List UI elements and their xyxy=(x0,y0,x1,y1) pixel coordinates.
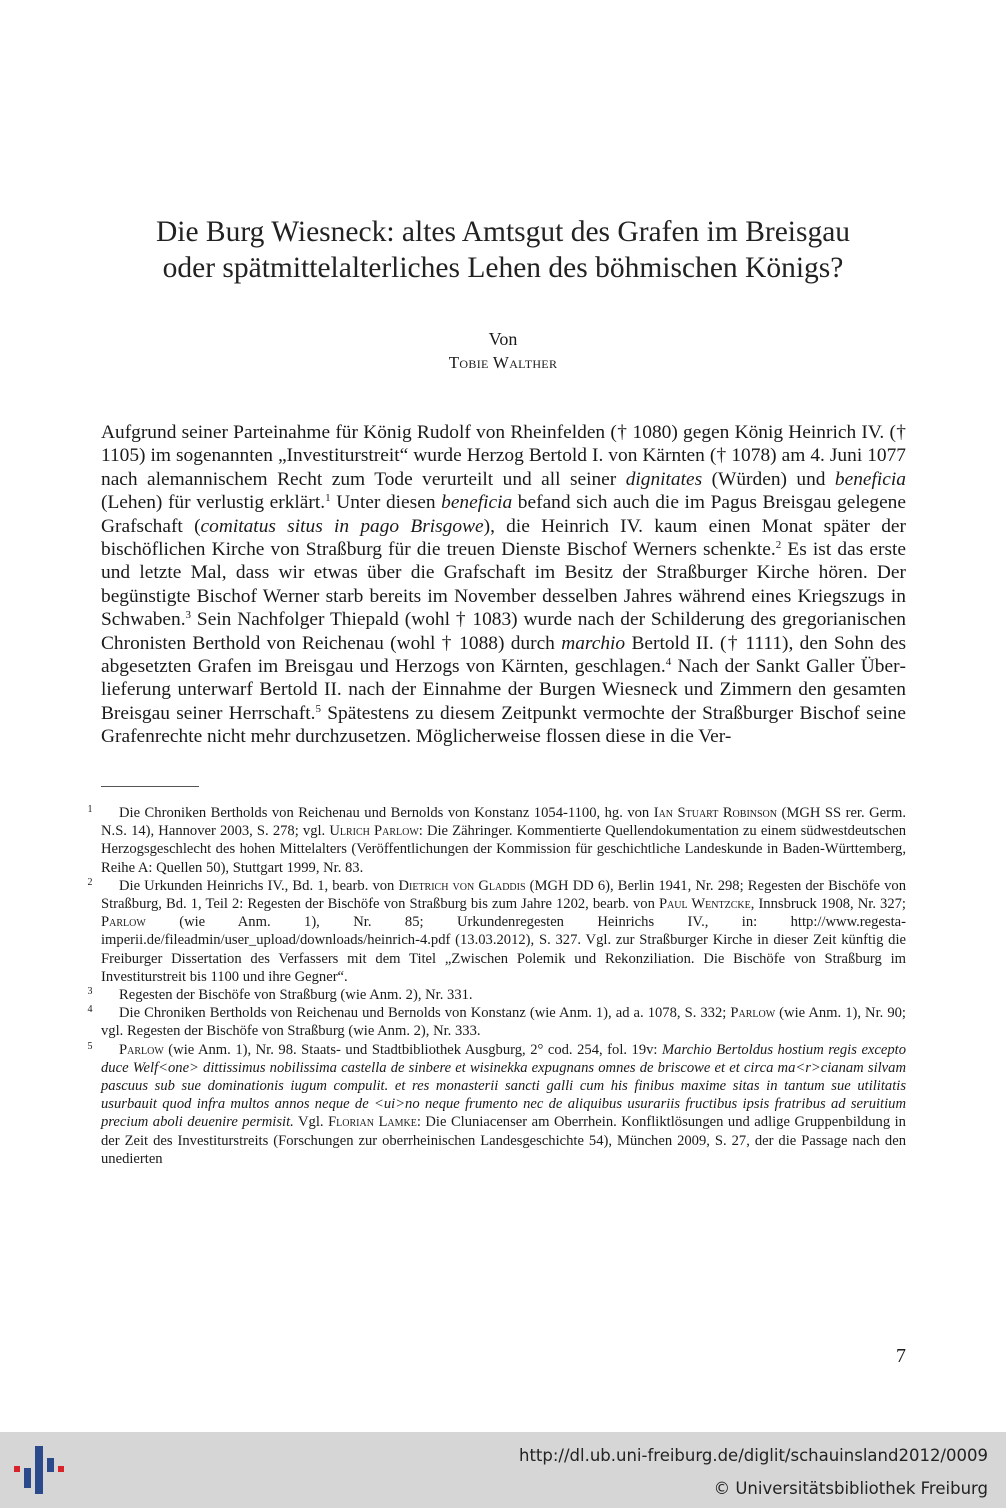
italic-run: comitatus situs in pago Brisgowe xyxy=(200,515,484,537)
footnote-number: 4 xyxy=(87,1004,93,1016)
italic-run: beneficia xyxy=(834,468,906,490)
footnote-3 xyxy=(87,986,906,1004)
footnote-ref-4[interactable]: 4 xyxy=(665,656,672,669)
text-run: Die Urkunden Heinrichs IV., Bd. 1, bearb. von xyxy=(119,877,399,894)
article-title xyxy=(60,214,946,286)
byline-von: Von xyxy=(488,329,518,349)
text-run: Vgl. xyxy=(293,1114,329,1131)
footnote-number: 1 xyxy=(87,804,93,815)
footnote-1 xyxy=(87,804,907,877)
body-paragraph xyxy=(101,421,906,749)
small-caps-run: Florian Lamke xyxy=(328,1114,417,1131)
footnote-number: 3 xyxy=(87,986,93,998)
footnote-number: 5 xyxy=(87,1040,93,1052)
footnote-4 xyxy=(87,1004,906,1040)
footnote-ref-5[interactable]: 5 xyxy=(315,702,321,715)
library-footer-bar xyxy=(0,1432,1006,1508)
text-run: Aufgrund seiner Parteinahme für König Rudolf von Rheinfelden († 1080) gegen König Heinrich IV. († 1105) im sogenannten „Investiturstreit“ wurde Herzog Bertold I. von Kärnten († 1078) am 4. Juni 1077 nach alemannischem Recht zum Tode verurteilt und all seiner xyxy=(101,422,906,490)
italic-run: dignitates xyxy=(625,468,703,490)
text-run: (wie Anm. 1), Nr. 90; vgl. Regesten der Bischöfe von Straßburg (wie Anm. 2), Nr. 333. xyxy=(101,1005,906,1040)
footnote-5 xyxy=(87,1040,906,1168)
body-text xyxy=(101,421,906,749)
document-url-link[interactable]: http://dl.ub.uni-freiburg.de/diglit/schauinsland2012/0009 xyxy=(518,1446,988,1465)
footnote-2 xyxy=(87,876,906,986)
italic-run: Marchio Bertoldus hostium regis excepto duce Welf<one> dittissimus nobilissima castella de sinbere et wisinekka expugnans omnes de briscowe et et circa ma<r>cianam silvam pascuus sub sue dominationis iugum compulit. et res monasterii sancti galli cum his finibus maxime sitas in tantum sue utilitatis usurbauit quod infra multos annos neque de <ui>no neque frumento nec de aliquibus usurariis fructibus ipsis fratribus ad seruitium precium aboli deuenire permisit. xyxy=(101,1041,906,1131)
text-run: (Lehen) für verlustig erklärt. xyxy=(101,492,326,514)
text-run: Es ist das erste und letzte Mal, dass wir etwas über die Grafschaft im Besitz der Straßburger Kirche hören. Der begünstigte Bischof Werner starb bereits im November desselben Jahres während eines Kriegszugs in Schwaben. xyxy=(101,539,906,631)
copyright-notice: © Universitätsbibliothek Freiburg xyxy=(713,1479,988,1498)
footnotes xyxy=(87,804,907,1168)
text-run: (wie Anm. 1), Nr. 98. Staats- und Stadtbibliothek Ausgburg, 2° cod. 254, fol. 19v: xyxy=(163,1041,663,1058)
text-run: Nach der Sankt Galler Überlieferung unterwarf Bertold II. nach der Einnahme der Burgen Wiesneck und Zimmern den gesamten Breisgau seiner Herrschaft. xyxy=(101,656,906,724)
small-caps-run: Paul Wentzcke xyxy=(658,896,751,913)
author-name: Tobie Walther xyxy=(448,353,558,372)
small-caps-run: Parlow xyxy=(730,1005,776,1022)
footnote-separator xyxy=(101,786,199,787)
text-run: : Die Zähringer. Kommentierte Quellendokumentation zu einem südwestdeutschen Herzogsgeschlecht des hohen Mittelalters (Veröffentlichungen der Kommission für geschichtliche Landeskunde in Baden-Württemberg, Reihe A: Quellen 50), Stuttgart 1999, Nr. 83. xyxy=(101,823,907,876)
small-caps-run: Dietrich von Gladdis xyxy=(398,877,526,894)
text-run: ), die Heinrich IV. kaum einen Monat später der bischöflichen Kirche von Straßburg für die treuen Dienste Bischof Werners schenkte. xyxy=(101,515,906,561)
text-run: Spätestens zu diesem Zeitpunkt vermochte der Straßburger Bischof seine Grafenrechte nicht mehr durchzusetzen. Möglicherweise flossen diese in die Ver- xyxy=(101,702,906,748)
text-run: Die Chroniken Bertholds von Reichenau und Bernolds von Konstanz (wie Anm. 1), ad a. 1078, S. 332; xyxy=(119,1005,731,1022)
small-caps-run: Ian Stuart Robinson xyxy=(653,805,778,821)
footnote-ref-2[interactable]: 2 xyxy=(775,539,782,552)
text-run: Sein Nachfolger Thiepald (wohl † 1083) wurde nach der Schilderung des gregorianischen Chronisten Berthold von Reichenau (wohl † 1088) durch xyxy=(101,609,906,654)
text-run: (Würden) und xyxy=(702,468,835,490)
text-run: (wie Anm. 1), Nr. 85; Urkundenregesten Heinrichs IV., in: http://www.regesta-imperii.de/fileadmin/user_upload/downloads/heinrich-4.pdf (13.03.2012), S. 327. Vgl. zur Straßburger Kirche in dieser Zeit künftig die Freiburger Dissertation des Verfassers mit dem Titel „Zwischen Polemik und Rekonziliation. Die Bischöfe von Straßburg im Investiturstreit bis 1100 und ihre Gegner“. xyxy=(101,914,906,985)
page-number: 7 xyxy=(896,1345,906,1367)
small-caps-run: Parlow xyxy=(101,914,146,931)
title-line-1: Die Burg Wiesneck: altes Amtsgut des Grafen im Breisgau xyxy=(155,216,851,248)
italic-run: marchio xyxy=(561,632,626,654)
text-run: Die Chroniken Bertholds von Reichenau und Bernolds von Konstanz 1054-1100, hg. von xyxy=(119,805,654,821)
footnote-ref-3[interactable]: 3 xyxy=(185,609,192,622)
footnote-ref-1[interactable]: 1 xyxy=(325,492,331,505)
text-run: befand sich auch die im Pagus Breisgau gelegene Grafschaft ( xyxy=(101,492,906,537)
text-run: (MGH SS rer. Germ. N.S. 14), Hannover 2003, S. 278; vgl. xyxy=(101,805,906,840)
text-run: Unter diesen xyxy=(330,492,442,514)
text-run: (MGH DD 6), Berlin 1941, Nr. 298; Regesten der Bischöfe von Straßburg, Bd. 1, Teil 2: Regesten der Bischöfe von Straßburg bis zum Jahre 1202, bearb. von xyxy=(101,877,906,913)
title-line-2: oder spätmittelalterliches Lehen des böhmischen Königs? xyxy=(162,252,844,284)
small-caps-run: Ulrich Parlow xyxy=(329,823,419,840)
italic-run: beneficia xyxy=(441,492,513,514)
footnote-number: 2 xyxy=(87,876,93,888)
text-run: , Innsbruck 1908, Nr. 327; xyxy=(750,896,906,913)
small-caps-run: Parlow xyxy=(119,1041,164,1058)
byline xyxy=(0,328,1006,374)
ub-freiburg-logo-icon[interactable] xyxy=(12,1442,66,1498)
text-run: Bertold II. († 1111), den Sohn des abgesetzten Grafen im Breisgau und Herzogs von Kärnten, geschlagen. xyxy=(101,632,906,678)
text-run: Regesten der Bischöfe von Straßburg (wie Anm. 2), Nr. 331. xyxy=(119,987,473,1004)
text-run: : Die Cluniacenser am Oberrhein. Konfliktlösungen und adlige Gruppenbildung in der Zeit des Investiturstreits (Forschungen zur oberrheinischen Landesgeschichte 54), München 2009, S. 27, der die Passage nach den unedierten xyxy=(101,1114,906,1167)
